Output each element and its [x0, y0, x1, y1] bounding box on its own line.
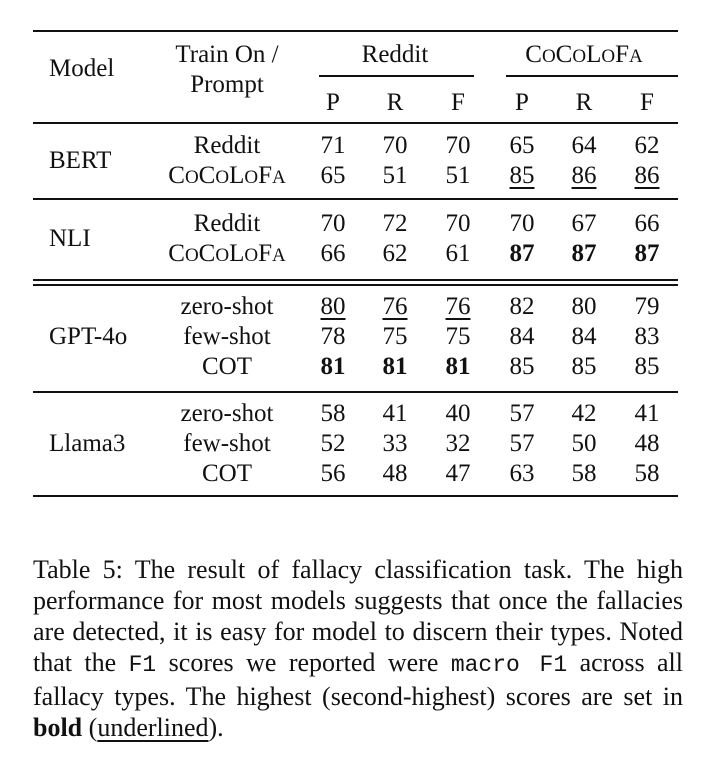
score-cell: 67	[571, 210, 597, 237]
col-header-train-on: Train On /	[175, 41, 279, 68]
group-rule	[33, 391, 678, 393]
bottom-rule	[33, 495, 678, 497]
caption-code-f1: F1	[128, 652, 157, 678]
train-on-label: COCOLOFA	[168, 162, 286, 189]
score-cell: 63	[509, 460, 535, 487]
score-cell: 50	[571, 430, 597, 457]
train-on-label: Reddit	[193, 210, 261, 237]
table-caption	[33, 554, 683, 743]
train-on-label: few-shot	[183, 323, 271, 350]
metric-header-p: P	[326, 89, 340, 116]
model-name: BERT	[49, 147, 112, 174]
score-cell: 83	[634, 323, 660, 350]
score-cell: 56	[320, 460, 346, 487]
caption-text-1: Table 5: The result of fallacy classification task. The high performance for most models suggests that once the fallacies are detected, it is easy for model to discern their types. Noted that the	[33, 555, 683, 677]
score-cell: 85	[634, 353, 660, 380]
model-name: GPT-4o	[49, 323, 128, 350]
score-cell: 70	[445, 210, 471, 237]
train-on-label: zero-shot	[180, 293, 274, 320]
caption-text-5: ).	[208, 713, 224, 742]
score-cell: 62	[382, 240, 408, 267]
caption-text-2: scores we reported were	[156, 648, 451, 677]
score-cell: 82	[509, 293, 535, 320]
score-cell: 51	[382, 162, 408, 189]
score-cell: 76	[382, 293, 408, 320]
train-on-label: COT	[202, 353, 252, 380]
score-cell: 65	[320, 162, 346, 189]
score-cell: 72	[382, 210, 408, 237]
score-cell: 70	[320, 210, 346, 237]
score-cell: 61	[445, 240, 471, 267]
score-cell: 41	[382, 400, 408, 427]
score-cell: 84	[509, 323, 535, 350]
score-cell: 57	[509, 400, 535, 427]
score-cell: 66	[634, 210, 660, 237]
score-cell: 57	[509, 430, 535, 457]
score-cell: 86	[634, 162, 660, 189]
double-rule-bottom	[33, 284, 678, 286]
score-cell: 66	[320, 240, 346, 267]
metric-header-r: R	[575, 89, 593, 116]
score-cell: 42	[571, 400, 597, 427]
caption-bold-word: bold	[33, 713, 83, 742]
score-cell: 40	[445, 400, 471, 427]
header-bottom-rule	[33, 122, 678, 124]
caption-underline-word: underlined	[97, 713, 209, 742]
score-cell: 33	[382, 430, 408, 457]
group-header-cocolofa: COCOLOFA	[525, 41, 643, 68]
col-header-model: Model	[49, 55, 115, 82]
score-cell: 85	[509, 353, 535, 380]
score-cell: 70	[382, 132, 408, 159]
model-name: Llama3	[49, 430, 126, 457]
col-header-prompt: Prompt	[190, 71, 264, 98]
top-rule	[33, 30, 678, 32]
score-cell: 48	[382, 460, 408, 487]
train-on-label: COCOLOFA	[168, 240, 286, 267]
caption-text-4: (	[82, 713, 98, 742]
score-cell: 58	[571, 460, 597, 487]
score-cell: 79	[634, 293, 660, 320]
score-cell: 81	[445, 353, 471, 380]
score-cell: 81	[320, 353, 346, 380]
score-cell: 65	[509, 132, 535, 159]
metric-header-f: F	[640, 89, 654, 116]
double-rule-top	[33, 279, 678, 281]
score-cell: 58	[634, 460, 660, 487]
score-cell: 81	[382, 353, 408, 380]
group-header-reddit: Reddit	[361, 41, 429, 68]
score-cell: 75	[382, 323, 408, 350]
score-cell: 52	[320, 430, 346, 457]
score-cell: 58	[320, 400, 346, 427]
score-cell: 87	[571, 240, 597, 267]
train-on-label: zero-shot	[180, 400, 274, 427]
score-cell: 87	[634, 240, 660, 267]
score-cell: 47	[445, 460, 471, 487]
score-cell: 70	[445, 132, 471, 159]
reddit-group-rule	[319, 75, 474, 77]
caption-text-3: across all fallacy types. The highest (second-highest) scores are set in	[33, 648, 683, 711]
metric-header-f: F	[451, 89, 465, 116]
score-cell: 51	[445, 162, 471, 189]
model-name: NLI	[49, 225, 91, 252]
cocolofa-group-rule	[506, 75, 678, 77]
metric-header-p: P	[515, 89, 529, 116]
score-cell: 41	[634, 400, 660, 427]
score-cell: 76	[445, 293, 471, 320]
score-cell: 32	[445, 430, 471, 457]
score-cell: 85	[571, 353, 597, 380]
score-cell: 87	[509, 240, 535, 267]
score-cell: 80	[571, 293, 597, 320]
train-on-label: few-shot	[183, 430, 271, 457]
group-rule	[33, 198, 678, 200]
score-cell: 62	[634, 132, 660, 159]
score-cell: 70	[509, 210, 535, 237]
score-cell: 75	[445, 323, 471, 350]
metric-header-r: R	[386, 89, 404, 116]
score-cell: 64	[571, 132, 597, 159]
caption-code-macro-f1: macro F1	[450, 652, 568, 678]
score-cell: 78	[320, 323, 346, 350]
score-cell: 48	[634, 430, 660, 457]
train-on-label: Reddit	[193, 132, 261, 159]
score-cell: 86	[571, 162, 597, 189]
score-cell: 80	[320, 293, 346, 320]
score-cell: 71	[320, 132, 346, 159]
score-cell: 85	[509, 162, 535, 189]
train-on-label: COT	[202, 460, 252, 487]
score-cell: 84	[571, 323, 597, 350]
